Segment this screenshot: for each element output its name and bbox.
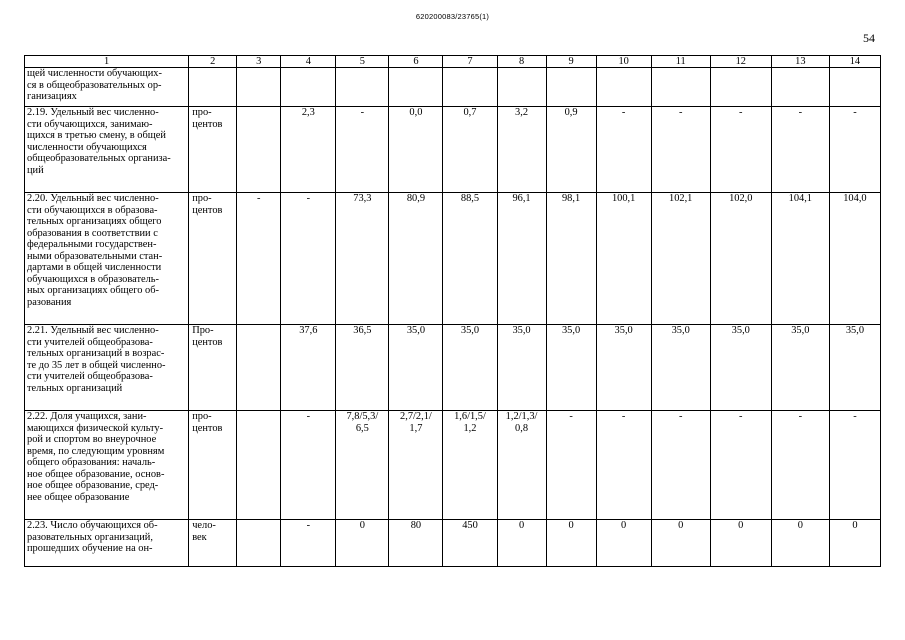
cell-line: Про- <box>192 325 214 336</box>
unit-cell <box>189 68 237 107</box>
page-number: 54 <box>863 31 875 45</box>
table-row <box>25 325 881 411</box>
cell-line: центов <box>192 336 223 348</box>
cell-line: те до 35 лет в общей численно- <box>27 359 166 371</box>
column-header: 4 <box>281 56 336 68</box>
cell-line: 1,2 <box>463 422 477 434</box>
column-header: 9 <box>546 56 596 68</box>
cell-line: разовательных организаций, <box>27 531 153 543</box>
value-cell <box>237 520 281 567</box>
table-row <box>25 193 881 325</box>
value-cell: 35,0 <box>771 325 829 411</box>
value-cell <box>389 68 443 107</box>
value-cell: 88,5 <box>443 193 497 325</box>
column-header: 5 <box>336 56 389 68</box>
value-cell: - <box>336 107 389 193</box>
value-cell <box>443 411 497 520</box>
value-cell: 100,1 <box>596 193 651 325</box>
cell-line: общего образования: началь- <box>27 457 156 469</box>
cell-line: ными образовательными стан- <box>27 250 163 262</box>
table-body <box>25 68 881 567</box>
value-cell: 80 <box>389 520 443 567</box>
cell-line: тельных организациях общего <box>27 216 162 228</box>
column-header: 12 <box>710 56 771 68</box>
cell-line: центов <box>192 118 223 130</box>
cell-line: разования <box>27 296 72 308</box>
value-cell: 104,1 <box>771 193 829 325</box>
cell-line: прошедших обучение на он- <box>27 543 153 555</box>
value-cell: 0 <box>336 520 389 567</box>
value-cell: 96,1 <box>497 193 546 325</box>
cell-line: 2.20. Удельный вес численно- <box>27 193 159 204</box>
value-cell: - <box>281 193 336 325</box>
value-cell: - <box>281 520 336 567</box>
cell-line: ганизациях <box>27 91 77 103</box>
value-cell: - <box>596 411 651 520</box>
value-cell <box>389 411 443 520</box>
cell-line: 2.21. Удельный вес численно- <box>27 325 159 336</box>
indicator-cell <box>25 68 189 107</box>
value-cell: 35,0 <box>710 325 771 411</box>
cell-line: 2,7/2,1/ <box>400 411 432 422</box>
indicator-cell <box>25 107 189 193</box>
column-header: 3 <box>237 56 281 68</box>
value-cell: 35,0 <box>596 325 651 411</box>
indicator-cell <box>25 411 189 520</box>
unit-cell <box>189 193 237 325</box>
value-cell: 0 <box>771 520 829 567</box>
cell-line: 1,7 <box>409 422 423 434</box>
value-cell <box>443 68 497 107</box>
value-cell: 450 <box>443 520 497 567</box>
value-cell: 0,9 <box>546 107 596 193</box>
value-cell: - <box>771 411 829 520</box>
value-cell: 0 <box>651 520 710 567</box>
cell-line: дартами в общей численности <box>27 262 162 274</box>
value-cell: - <box>829 411 880 520</box>
value-cell <box>237 325 281 411</box>
cell-line: ся в общеобразовательных ор- <box>27 79 162 91</box>
cell-line: сти обучающихся, занимаю- <box>27 118 153 130</box>
cell-line: тельных организаций <box>27 382 123 394</box>
unit-cell <box>189 107 237 193</box>
cell-line: про- <box>192 107 212 118</box>
cell-line: щихся в третью смену, в общей <box>27 130 166 142</box>
value-cell <box>771 68 829 107</box>
value-cell: 37,6 <box>281 325 336 411</box>
column-header: 6 <box>389 56 443 68</box>
cell-line: сти учителей общеобразова- <box>27 371 153 383</box>
value-cell: 35,0 <box>651 325 710 411</box>
value-cell: 0,7 <box>443 107 497 193</box>
indicator-cell <box>25 520 189 567</box>
cell-line: центов <box>192 204 223 216</box>
value-cell: 36,5 <box>336 325 389 411</box>
value-cell: - <box>710 107 771 193</box>
value-cell <box>710 68 771 107</box>
document-id: 620200083/23765(1) <box>415 12 490 21</box>
value-cell: 0,0 <box>389 107 443 193</box>
cell-line: ное общее образование, основ- <box>27 468 165 480</box>
value-cell: 102,1 <box>651 193 710 325</box>
cell-line: федеральными государствен- <box>27 239 157 251</box>
value-cell: 73,3 <box>336 193 389 325</box>
statistics-table <box>24 55 881 567</box>
value-cell: 0 <box>497 520 546 567</box>
cell-line: сти обучающихся в образова- <box>27 204 158 216</box>
cell-line: 2.19. Удельный вес численно- <box>27 107 159 118</box>
value-cell <box>651 68 710 107</box>
cell-line: 1,2/1,3/ <box>505 411 538 422</box>
column-header: 10 <box>596 56 651 68</box>
cell-line: век <box>192 531 207 543</box>
cell-line: ных организациях общего об- <box>27 285 159 297</box>
cell-line: про- <box>192 411 212 422</box>
value-cell <box>336 411 389 520</box>
cell-line: общеобразовательных организа- <box>27 153 171 165</box>
cell-line: численности обучающихся <box>27 141 147 153</box>
value-cell: - <box>237 193 281 325</box>
table-row <box>25 411 881 520</box>
value-cell <box>596 68 651 107</box>
column-header: 8 <box>497 56 546 68</box>
value-cell: 2,3 <box>281 107 336 193</box>
cell-line: обучающихся в образователь- <box>27 273 160 285</box>
value-cell: - <box>651 411 710 520</box>
cell-line: ное общее образование, сред- <box>27 480 159 492</box>
value-cell: 102,0 <box>710 193 771 325</box>
value-cell: 0 <box>596 520 651 567</box>
column-header: 14 <box>829 56 880 68</box>
unit-cell <box>189 520 237 567</box>
unit-cell <box>189 411 237 520</box>
cell-line: центов <box>192 422 223 434</box>
cell-line: 6,5 <box>355 422 369 434</box>
value-cell: - <box>546 411 596 520</box>
indicator-cell <box>25 325 189 411</box>
cell-line: чело- <box>192 520 216 531</box>
value-cell: 0 <box>546 520 596 567</box>
value-cell: 104,0 <box>829 193 880 325</box>
column-header: 7 <box>443 56 497 68</box>
cell-line: сти учителей общеобразова- <box>27 336 153 348</box>
value-cell: 35,0 <box>829 325 880 411</box>
value-cell: 35,0 <box>389 325 443 411</box>
indicator-cell <box>25 193 189 325</box>
header-row <box>25 56 881 68</box>
unit-cell <box>189 325 237 411</box>
value-cell: 0 <box>829 520 880 567</box>
cell-line: ций <box>27 164 44 176</box>
value-cell: 35,0 <box>443 325 497 411</box>
value-cell: 0 <box>710 520 771 567</box>
value-cell <box>829 68 880 107</box>
value-cell: 35,0 <box>497 325 546 411</box>
value-cell <box>237 68 281 107</box>
cell-line: щей численности обучающих- <box>27 68 162 79</box>
table-row <box>25 107 881 193</box>
column-header: 1 <box>25 56 189 68</box>
cell-line: про- <box>192 193 212 204</box>
value-cell: - <box>829 107 880 193</box>
cell-line: 2.22. Доля учащихся, зани- <box>27 411 147 422</box>
cell-line: мающихся физической культу- <box>27 422 164 434</box>
value-cell: 35,0 <box>546 325 596 411</box>
value-cell <box>497 411 546 520</box>
value-cell <box>237 411 281 520</box>
value-cell <box>237 107 281 193</box>
cell-line: 0,8 <box>515 422 529 434</box>
value-cell: 3,2 <box>497 107 546 193</box>
cell-line: время, по следующим уровням <box>27 445 165 457</box>
value-cell: 80,9 <box>389 193 443 325</box>
value-cell <box>546 68 596 107</box>
table-row <box>25 68 881 107</box>
cell-line: тельных организаций в возрас- <box>27 348 165 360</box>
value-cell <box>336 68 389 107</box>
cell-line: рой и спортом во внеурочное <box>27 434 157 446</box>
value-cell <box>281 68 336 107</box>
cell-line: образования в соответствии с <box>27 227 158 239</box>
column-header: 11 <box>651 56 710 68</box>
value-cell: - <box>710 411 771 520</box>
value-cell: - <box>281 411 336 520</box>
table-row <box>25 520 881 567</box>
cell-line: 1,6/1,5/ <box>454 411 486 422</box>
cell-line: нее общее образование <box>27 491 130 503</box>
cell-line: 7,8/5,3/ <box>346 411 379 422</box>
column-header: 13 <box>771 56 829 68</box>
column-header: 2 <box>189 56 237 68</box>
value-cell: - <box>596 107 651 193</box>
value-cell <box>497 68 546 107</box>
cell-line: 2.23. Число обучающихся об- <box>27 520 158 531</box>
value-cell: - <box>771 107 829 193</box>
value-cell: 98,1 <box>546 193 596 325</box>
value-cell: - <box>651 107 710 193</box>
